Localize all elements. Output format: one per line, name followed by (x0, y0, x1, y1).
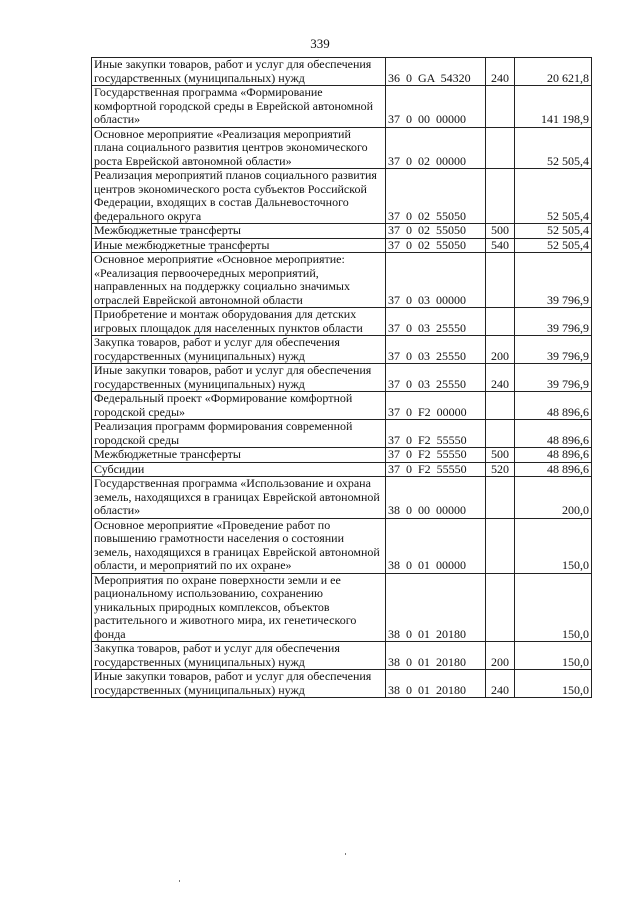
row-amount-cell: 39 796,9 (515, 308, 592, 336)
row-target-code-cell: 37 0 F2 55550 (386, 420, 486, 448)
row-expense-type-cell: 540 (486, 238, 515, 253)
row-expense-type-cell: 500 (486, 448, 515, 463)
row-amount-cell: 48 896,6 (515, 420, 592, 448)
row-amount-cell: 150,0 (515, 573, 592, 642)
budget-table (91, 57, 592, 698)
row-name-cell: Реализация мероприятий планов социального развития центров экономического роста субъектов Российской Федерации, входящих в состав Дальневосточного федерального округа (92, 169, 386, 224)
row-name-cell: Субсидии (92, 462, 386, 477)
row-name-cell: Основное мероприятие «Проведение работ по повышению грамотности населения о состоянии земель, находящихся в границах Еврейской автономной области, и мероприятий по их охране» (92, 518, 386, 573)
row-name-cell: Иные закупки товаров, работ и услуг для обеспечения государственных (муниципальных) нужд (92, 670, 386, 698)
row-target-code-cell: 38 0 01 20180 (386, 670, 486, 698)
table-row (92, 477, 592, 519)
row-amount-cell: 141 198,9 (515, 86, 592, 128)
row-expense-type-cell (486, 420, 515, 448)
row-target-code-cell: 37 0 F2 00000 (386, 392, 486, 420)
table-row (92, 364, 592, 392)
row-expense-type-cell (486, 308, 515, 336)
row-amount-cell: 52 505,4 (515, 224, 592, 239)
row-amount-cell: 48 896,6 (515, 392, 592, 420)
row-target-code-cell: 37 0 03 00000 (386, 253, 486, 308)
table-row (92, 448, 592, 463)
row-expense-type-cell: 520 (486, 462, 515, 477)
table-row (92, 573, 592, 642)
row-amount-cell: 39 796,9 (515, 336, 592, 364)
row-expense-type-cell (486, 169, 515, 224)
row-expense-type-cell (486, 253, 515, 308)
row-amount-cell: 20 621,8 (515, 58, 592, 86)
row-amount-cell: 52 505,4 (515, 169, 592, 224)
row-expense-type-cell: 240 (486, 58, 515, 86)
row-expense-type-cell (486, 392, 515, 420)
row-name-cell: Иные закупки товаров, работ и услуг для обеспечения государственных (муниципальных) нужд (92, 58, 386, 86)
row-name-cell: Межбюджетные трансферты (92, 448, 386, 463)
row-expense-type-cell: 240 (486, 364, 515, 392)
scan-speck (345, 853, 346, 855)
row-target-code-cell: 38 0 01 20180 (386, 573, 486, 642)
row-target-code-cell: 36 0 GA 54320 (386, 58, 486, 86)
row-target-code-cell: 37 0 02 55050 (386, 169, 486, 224)
table-row (92, 253, 592, 308)
row-amount-cell: 150,0 (515, 642, 592, 670)
row-target-code-cell: 38 0 01 00000 (386, 518, 486, 573)
row-name-cell: Основное мероприятие «Реализация мероприятий плана социального развития центров экономического роста Еврейской автономной области» (92, 127, 386, 169)
row-target-code-cell: 37 0 03 25550 (386, 364, 486, 392)
row-name-cell: Основное мероприятие «Основное мероприятие: «Реализация первоочередных мероприятий, направленных на поддержку социально значимых отраслей Еврейской автономной области (92, 253, 386, 308)
table-row (92, 58, 592, 86)
table-row (92, 518, 592, 573)
row-name-cell: Иные межбюджетные трансферты (92, 238, 386, 253)
row-expense-type-cell (486, 477, 515, 519)
table-row (92, 308, 592, 336)
row-name-cell: Мероприятия по охране поверхности земли и ее рациональному использованию, сохранению уникальных природных комплексов, объектов растительного и животного мира, их генетического фонда (92, 573, 386, 642)
row-target-code-cell: 38 0 00 00000 (386, 477, 486, 519)
table-row (92, 169, 592, 224)
row-name-cell: Межбюджетные трансферты (92, 224, 386, 239)
row-name-cell: Закупка товаров, работ и услуг для обеспечения государственных (муниципальных) нужд (92, 336, 386, 364)
row-expense-type-cell (486, 518, 515, 573)
row-name-cell: Иные закупки товаров, работ и услуг для обеспечения государственных (муниципальных) нужд (92, 364, 386, 392)
row-expense-type-cell: 200 (486, 642, 515, 670)
row-target-code-cell: 37 0 02 00000 (386, 127, 486, 169)
table-row (92, 86, 592, 128)
row-target-code-cell: 37 0 02 55050 (386, 224, 486, 239)
row-target-code-cell: 37 0 F2 55550 (386, 462, 486, 477)
row-amount-cell: 52 505,4 (515, 238, 592, 253)
row-name-cell: Федеральный проект «Формирование комфортной городской среды» (92, 392, 386, 420)
row-amount-cell: 39 796,9 (515, 364, 592, 392)
row-amount-cell: 150,0 (515, 518, 592, 573)
row-expense-type-cell: 200 (486, 336, 515, 364)
row-target-code-cell: 37 0 03 25550 (386, 336, 486, 364)
row-target-code-cell: 37 0 02 55050 (386, 238, 486, 253)
row-name-cell: Государственная программа «Формирование комфортной городской среды в Еврейской автономной области» (92, 86, 386, 128)
row-amount-cell: 52 505,4 (515, 127, 592, 169)
table-row (92, 642, 592, 670)
row-amount-cell: 39 796,9 (515, 253, 592, 308)
row-expense-type-cell (486, 127, 515, 169)
row-name-cell: Реализация программ формирования современной городской среды (92, 420, 386, 448)
row-name-cell: Закупка товаров, работ и услуг для обеспечения государственных (муниципальных) нужд (92, 642, 386, 670)
row-target-code-cell: 37 0 00 00000 (386, 86, 486, 128)
table-row (92, 392, 592, 420)
row-amount-cell: 48 896,6 (515, 448, 592, 463)
table-row (92, 670, 592, 698)
row-expense-type-cell: 500 (486, 224, 515, 239)
row-name-cell: Государственная программа «Использование и охрана земель, находящихся в границах Еврейской автономной области» (92, 477, 386, 519)
row-amount-cell: 150,0 (515, 670, 592, 698)
row-expense-type-cell (486, 86, 515, 128)
row-expense-type-cell (486, 573, 515, 642)
row-name-cell: Приобретение и монтаж оборудования для детских игровых площадок для населенных пунктов области (92, 308, 386, 336)
budget-table-body (92, 58, 592, 698)
scan-speck (179, 880, 180, 882)
table-row (92, 127, 592, 169)
row-target-code-cell: 38 0 01 20180 (386, 642, 486, 670)
table-row (92, 420, 592, 448)
table-row (92, 238, 592, 253)
table-row (92, 224, 592, 239)
table-row (92, 336, 592, 364)
row-expense-type-cell: 240 (486, 670, 515, 698)
row-target-code-cell: 37 0 F2 55550 (386, 448, 486, 463)
row-amount-cell: 48 896,6 (515, 462, 592, 477)
row-target-code-cell: 37 0 03 25550 (386, 308, 486, 336)
table-row (92, 462, 592, 477)
page-number: 339 (310, 36, 330, 51)
row-amount-cell: 200,0 (515, 477, 592, 519)
